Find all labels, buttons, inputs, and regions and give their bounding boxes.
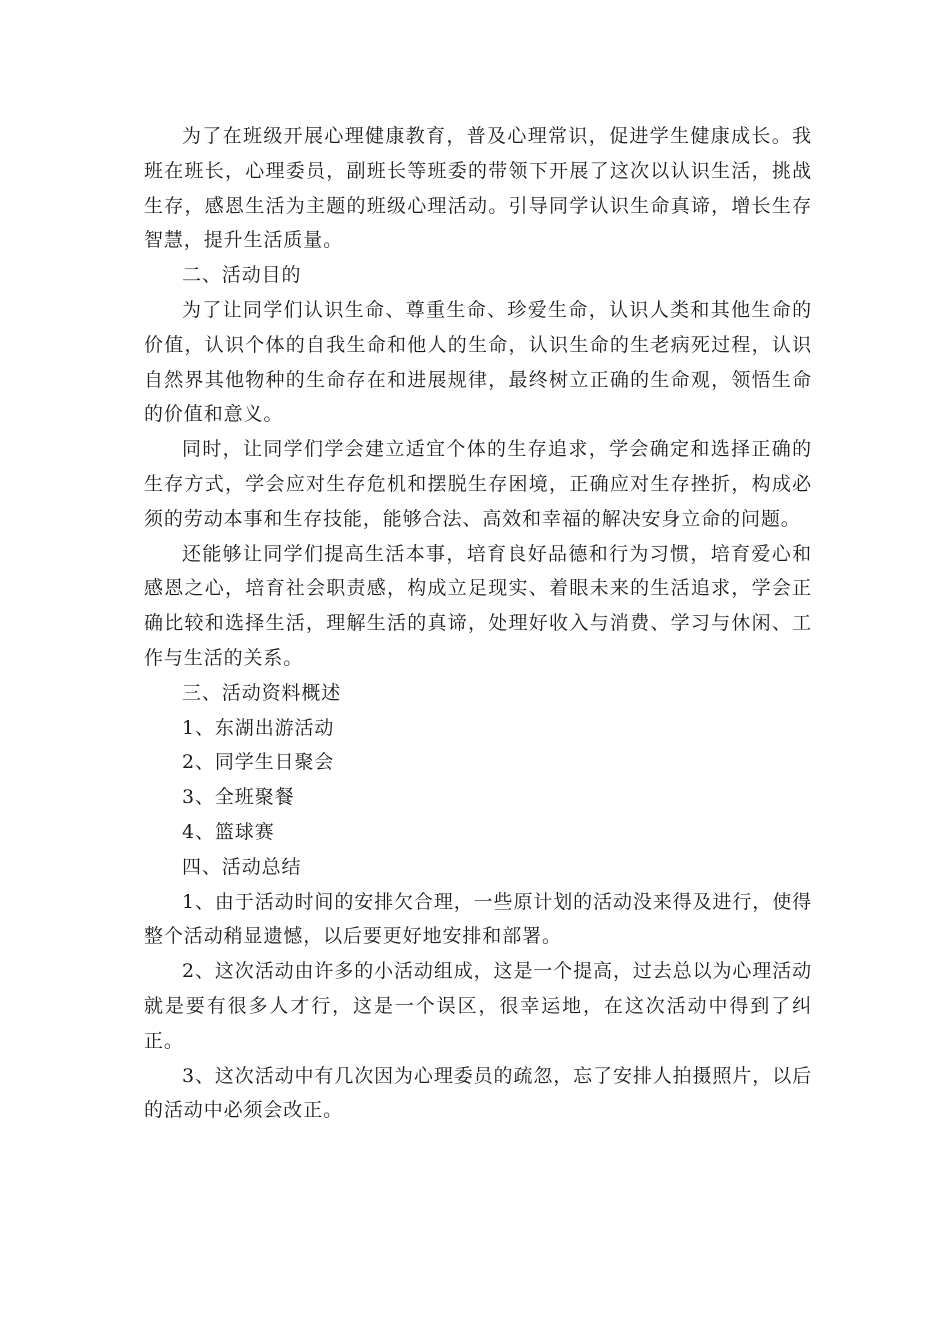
list-item: 4、篮球赛	[182, 820, 275, 843]
purpose-paragraph: 为了让同学们认识生命、尊重生命、珍爱生命，认识人类和其他生命的价值，认识个体的自我生命和他人的生命，认识生命的生老病死过程，认识自然界其他物种的生命存在和进展规律，最终树立正确的生命观，领悟生命的价值和意义。	[144, 298, 812, 426]
summary-item: 1、由于活动时间的安排欠合理，一些原计划的活动没来得及进行，使得整个活动稍显遗憾，以后要更好地安排和部署。	[144, 890, 812, 948]
document-body	[144, 119, 812, 1128]
section-heading-purpose: 二、活动目的	[182, 264, 302, 287]
list-item: 2、同学生日聚会	[182, 751, 335, 774]
list-item: 1、东湖出游活动	[182, 716, 335, 739]
survival-paragraph: 同时，让同学们学会建立适宜个体的生存追求，学会确定和选择正确的生存方式，学会应对生存危机和摆脱生存困境，正确应对生存挫折，构成必须的劳动本事和生存技能，能够合法、高效和幸福的解决安身立命的问题。	[144, 438, 812, 530]
summary-item: 3、这次活动中有几次因为心理委员的疏忽，忘了安排人拍摄照片，以后的活动中必须会改正。	[144, 1064, 812, 1122]
section-heading-summary: 四、活动总结	[182, 855, 302, 878]
summary-item: 2、这次活动由许多的小活动组成，这是一个提高，过去总以为心理活动就是要有很多人才行，这是一个误区，很幸运地，在这次活动中得到了纠正。	[144, 960, 812, 1052]
section-heading-overview: 三、活动资料概述	[182, 681, 342, 704]
intro-paragraph: 为了在班级开展心理健康教育，普及心理常识，促进学生健康成长。我班在班长，心理委员，副班长等班委的带领下开展了这次以认识生活，挑战生存，感恩生活为主题的班级心理活动。引导同学认识生命真谛，增长生存智慧，提升生活质量。	[144, 125, 812, 252]
list-item: 3、全班聚餐	[182, 786, 295, 809]
life-skills-paragraph: 还能够让同学们提高生活本事，培育良好品德和行为习惯，培育爱心和感恩之心，培育社会职责感，构成立足现实、着眼未来的生活追求，学会正确比较和选择生活，理解生活的真谛，处理好收入与消费、学习与休闲、工作与生活的关系。	[144, 542, 812, 669]
